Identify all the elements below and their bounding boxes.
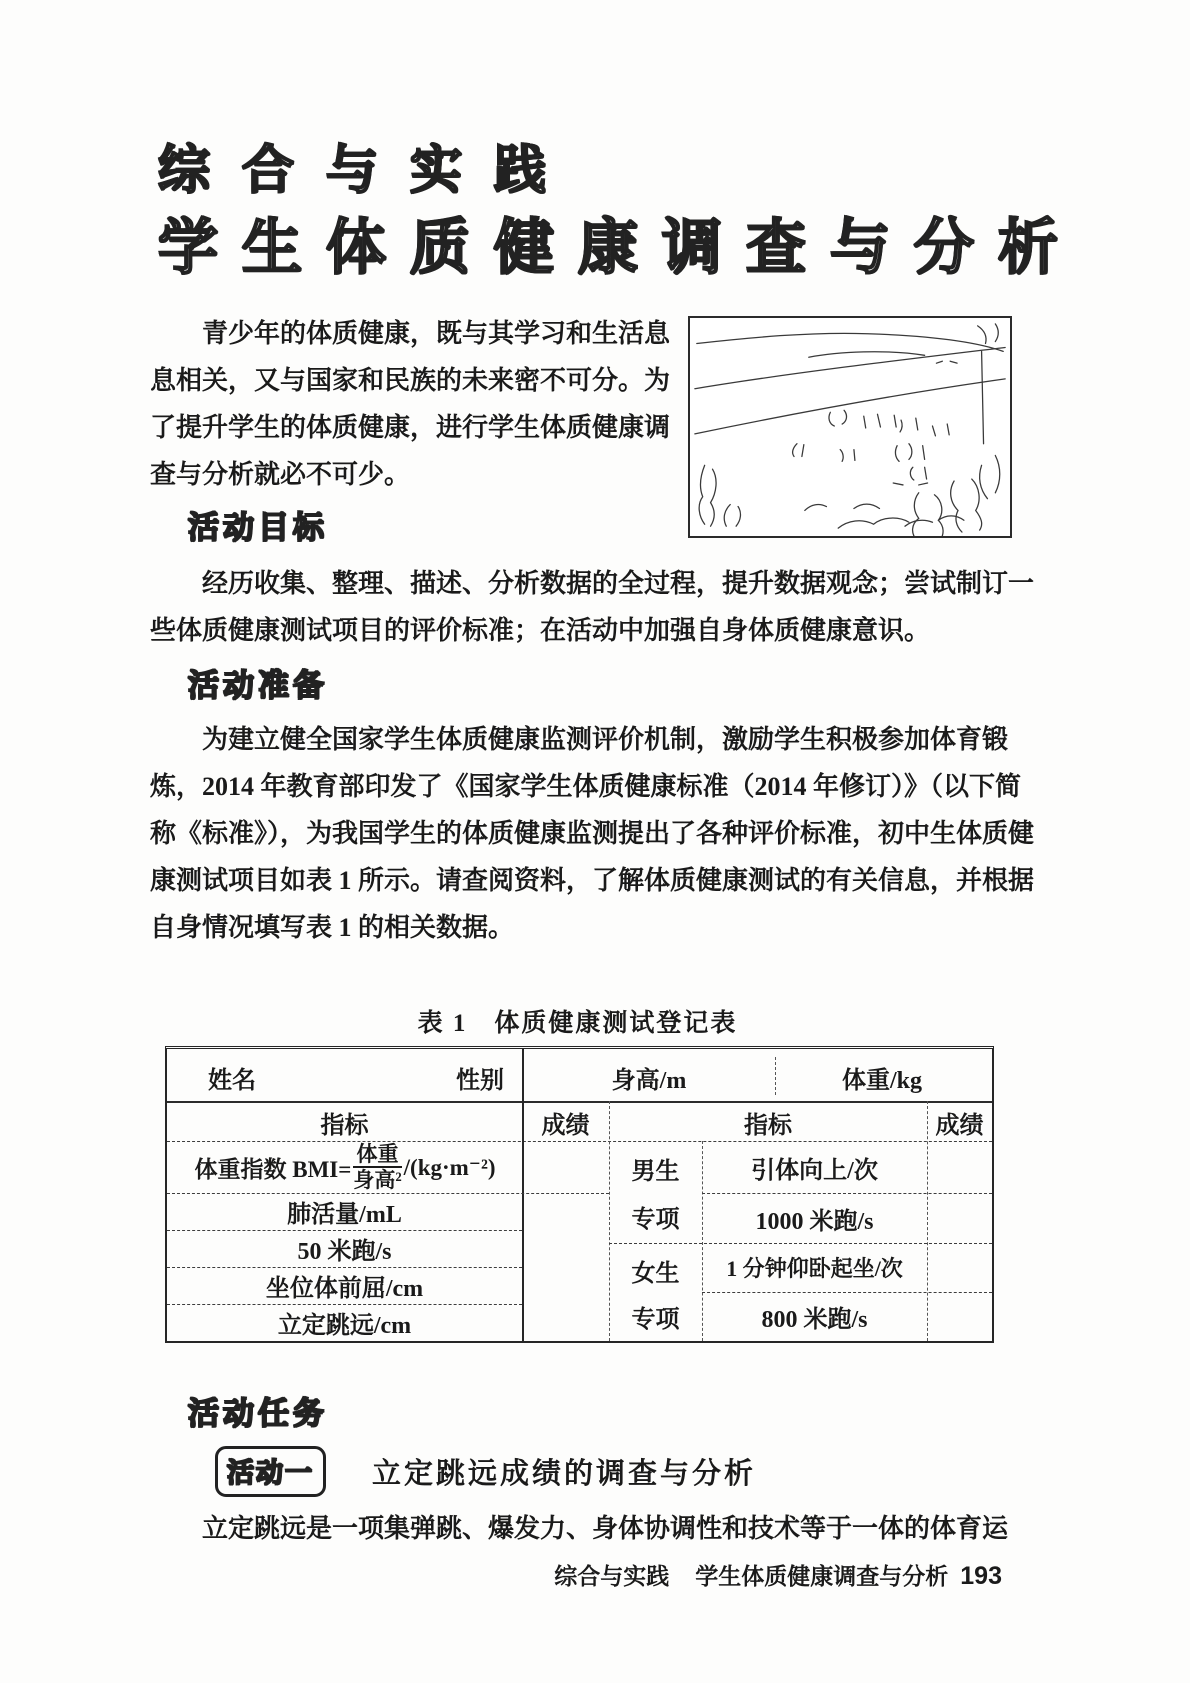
table-divider	[927, 1101, 928, 1341]
bmi-fraction-denominator: 身高²	[353, 1168, 402, 1192]
playground-sketch-drawing	[690, 318, 1010, 536]
row-pull-ups: 引体向上/次	[751, 1157, 878, 1184]
row-800m-run: 800 米跑/s	[761, 1307, 868, 1333]
prep-line: 自身情况填写表 1 的相关数据。	[150, 913, 515, 942]
label-girls: 女生	[631, 1260, 680, 1287]
label-girls-special: 专项	[631, 1306, 680, 1333]
header-height: 身高/m	[611, 1067, 687, 1094]
activity-body-line: 立定跳远是一项集弹跳、爆发力、身体协调性和技术等于一体的体育运	[202, 1514, 1009, 1543]
goal-paragraph	[150, 560, 1034, 654]
label-boys: 男生	[631, 1158, 680, 1185]
subheader-indicator-right: 指标	[744, 1112, 792, 1139]
intro-line: 青少年的体质健康，既与其学习和生活息	[202, 319, 671, 348]
row-standing-long-jump: 立定跳远/cm	[277, 1313, 412, 1339]
playground-sketch-figure	[688, 316, 1012, 538]
row-lung-capacity: 肺活量/mL	[287, 1202, 402, 1228]
activity-one-badge: 活动一	[215, 1446, 326, 1497]
header-divider-tick	[775, 1057, 776, 1095]
bmi-fraction-numerator: 体重	[353, 1143, 401, 1168]
section-heading-prep: 活动准备	[188, 668, 328, 703]
prep-line: 康测试项目如表 1 所示。请查阅资料，了解体质健康测试的有关信息，并根据	[150, 866, 1035, 895]
intro-paragraph	[150, 310, 670, 498]
prep-line: 称《标准》），为我国学生的体质健康监测提出了各种评价标准，初中生体质健	[150, 819, 1035, 848]
footer-section: 学生体质健康调查与分析	[695, 1563, 949, 1589]
bmi-prefix: 体重指数 BMI=	[194, 1156, 352, 1182]
page-title: 学生体质健康调查与分析	[158, 215, 1082, 281]
prep-line: 为建立健全国家学生体质健康监测评价机制，激励学生积极参加体育锻	[202, 725, 1009, 754]
fitness-test-table	[165, 1046, 994, 1343]
footer-chapter: 综合与实践	[554, 1563, 670, 1589]
row-sit-and-reach: 坐位体前屈/cm	[265, 1276, 424, 1302]
subheader-score-left: 成绩	[541, 1112, 590, 1139]
row-1000m-run: 1000 米跑/s	[755, 1208, 874, 1235]
table-caption: 表 1 体质健康测试登记表	[417, 1010, 738, 1037]
prep-paragraph	[150, 716, 1034, 951]
header-gender: 性别	[456, 1067, 504, 1094]
intro-line: 了提升学生的体质健康，进行学生体质健康调	[150, 413, 671, 442]
chapter-title: 综合与实践	[158, 143, 579, 200]
bmi-unit: /(kg·m⁻²)	[403, 1154, 496, 1180]
intro-line: 查与分析就必不可少。	[150, 460, 411, 489]
intro-line: 息相关，又与国家和民族的未来密不可分。为	[150, 366, 671, 395]
subheader-indicator-left: 指标	[320, 1112, 369, 1139]
section-heading-goal: 活动目标	[188, 510, 328, 545]
row-50m-run: 50 米跑/s	[297, 1239, 392, 1265]
header-weight: 体重/kg	[841, 1067, 922, 1094]
bmi-fraction	[353, 1143, 401, 1191]
activity-one-row	[215, 1446, 756, 1498]
table-main-divider	[522, 1049, 524, 1341]
activity-one-title: 立定跳远成绩的调查与分析	[372, 1458, 757, 1490]
page-footer	[0, 1558, 1002, 1591]
goal-line: 经历收集、整理、描述、分析数据的全过程，提升数据观念；尝试制订一	[202, 569, 1035, 598]
section-heading-task: 活动任务	[188, 1396, 328, 1431]
page-number: 193	[960, 1562, 1002, 1590]
row-sit-ups: 1 分钟仰卧起坐/次	[726, 1256, 903, 1281]
prep-line: 炼，2014 年教育部印发了《国家学生体质健康标准（2014 年修订）》（以下简	[150, 772, 1022, 801]
row-bmi	[170, 1141, 520, 1193]
activity-paragraph	[150, 1505, 1008, 1552]
goal-line: 些体质健康测试项目的评价标准；在活动中加强自身体质健康意识。	[150, 616, 931, 645]
header-name: 姓名	[208, 1067, 256, 1094]
label-boys-special: 专项	[631, 1206, 680, 1233]
table-rule	[167, 1101, 992, 1103]
subheader-score-right: 成绩	[935, 1112, 984, 1139]
